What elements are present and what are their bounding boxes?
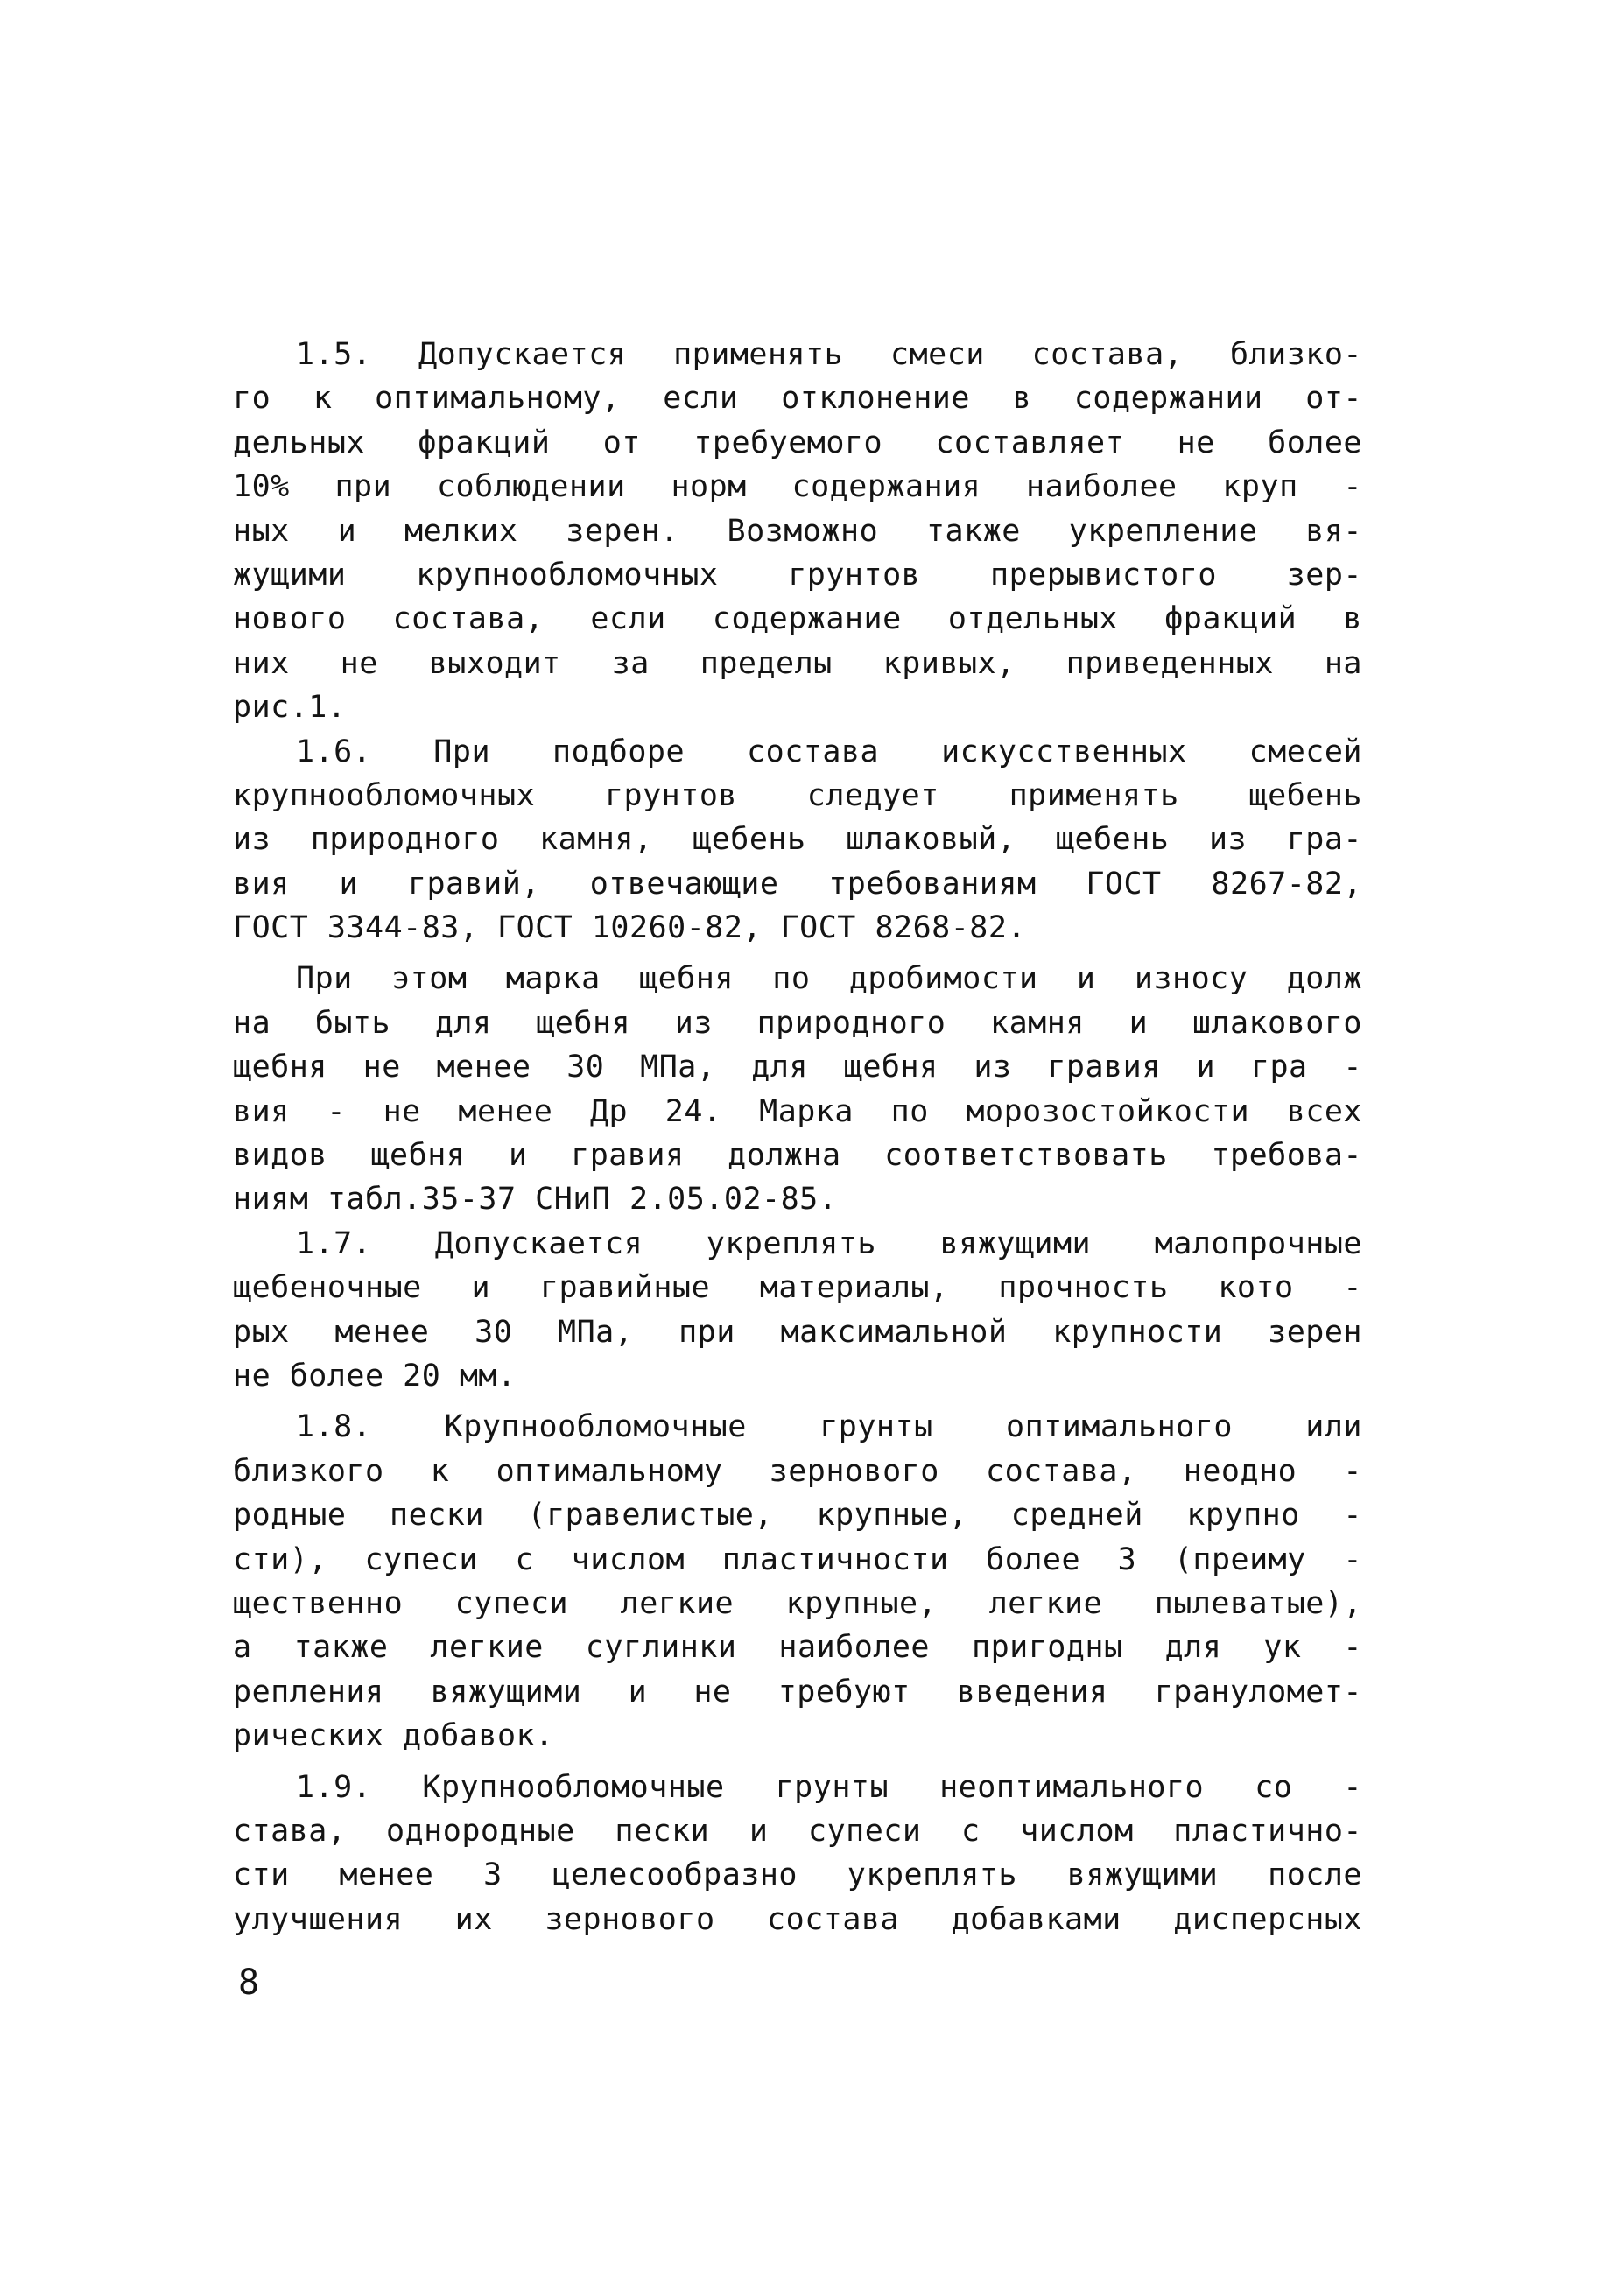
paragraph-1-9-line-3: сти менее 3 целесообразно укреплять вяжущими после xyxy=(233,1857,1362,1893)
paragraph-1-6-line-3: из природного камня, щебень шлаковый, щебень из гра- xyxy=(233,822,1362,858)
paragraph-1-8-line-1: 1.8. Крупнообломочные грунты оптимального или xyxy=(296,1409,1362,1445)
paragraph-1-9-line-1: 1.9. Крупнообломочные грунты неоптимального со - xyxy=(296,1769,1362,1805)
paragraph-1-7-line-4: не более 20 мм. xyxy=(233,1358,517,1394)
paragraph-1-8-line-3: родные пески (гравелистые, крупные, средней крупно - xyxy=(233,1498,1362,1534)
paragraph-1-5-line-3: дельных фракций от требуемого составляет не более xyxy=(233,425,1362,460)
paragraph-1-5-line-4: 10% при соблюдении норм содержания наиболее круп - xyxy=(233,469,1362,505)
paragraph-1-9-line-4: улучшения их зернового состава добавками дисперсных xyxy=(233,1901,1362,1937)
paragraph-1-5-line-8: них не выходит за пределы кривых, приведенных на xyxy=(233,645,1362,681)
paragraph-1-5-line-6: жущими крупнообломочных грунтов прерывистого зер- xyxy=(233,557,1362,593)
paragraph-1-8-line-5: щественно супеси легкие крупные, легкие пылеватые), xyxy=(233,1585,1362,1621)
paragraph-note-line-5: видов щебня и гравия должна соответствовать требова- xyxy=(233,1138,1362,1174)
paragraph-1-8-line-2: близкого к оптимальному зернового состава, неодно - xyxy=(233,1453,1362,1489)
paragraph-note-line-6: ниям табл.35-37 СНиП 2.05.02-85. xyxy=(233,1182,838,1218)
paragraph-1-7-line-3: рых менее 30 МПа, при максимальной крупности зерен xyxy=(233,1314,1362,1350)
paragraph-1-9-line-2: става, однородные пески и супеси с числом пластично- xyxy=(233,1813,1362,1849)
paragraph-note-line-2: на быть для щебня из природного камня и шлакового xyxy=(233,1005,1362,1041)
paragraph-1-8-line-6: а также легкие суглинки наиболее пригодны для ук - xyxy=(233,1630,1362,1666)
paragraph-1-5-line-9: рис.1. xyxy=(233,690,347,726)
paragraph-1-8-line-8: рических добавок. xyxy=(233,1718,554,1754)
paragraph-1-5-line-7: нового состава, если содержание отдельных фракций в xyxy=(233,601,1362,637)
paragraph-1-5-line-2: го к оптимальному, если отклонение в содержании от- xyxy=(233,381,1362,417)
body-text xyxy=(233,333,1362,1941)
paragraph-1-6-line-1: 1.6. При подборе состава искусственных смесей xyxy=(296,734,1362,769)
paragraph-note-line-4: вия - не менее Др 24. Марка по морозостойкости всех xyxy=(233,1093,1362,1129)
paragraph-1-5-line-1: 1.5. Допускается применять смеси состава, близко- xyxy=(296,337,1362,372)
paragraph-1-6-line-2: крупнообломочных грунтов следует применять щебень xyxy=(233,777,1362,813)
paragraph-1-8-line-4: сти), супеси с числом пластичности более 3 (преиму - xyxy=(233,1541,1362,1577)
page-number: 8 xyxy=(238,1962,260,2003)
paragraph-1-7-line-2: щебеночные и гравийные материалы, прочность кото - xyxy=(233,1270,1362,1306)
paragraph-1-5-line-5: ных и мелких зерен. Возможно также укрепление вя- xyxy=(233,513,1362,549)
paragraph-1-7-line-1: 1.7. Допускается укреплять вяжущими малопрочные xyxy=(296,1225,1362,1261)
paragraph-note-line-3: щебня не менее 30 МПа, для щебня из гравия и гра - xyxy=(233,1050,1362,1085)
paragraph-note-line-1: При этом марка щебня по дробимости и износу долж xyxy=(296,961,1362,997)
paragraph-1-6-line-4: вия и гравий, отвечающие требованиям ГОСТ 8267-82, xyxy=(233,866,1362,902)
paragraph-1-6-line-5: ГОСТ 3344-83, ГОСТ 10260-82, ГОСТ 8268-82. xyxy=(233,910,1027,946)
paragraph-1-8-line-7: репления вяжущими и не требуют введения грануломет- xyxy=(233,1674,1362,1710)
